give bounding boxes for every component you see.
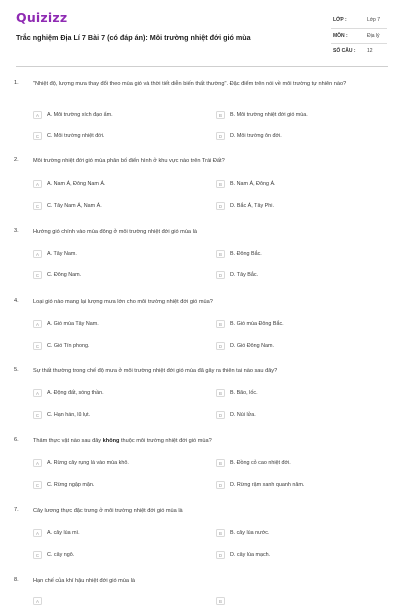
page-header [0,0,400,62]
option-text: C. Hạn hán, lũ lụt. [47,412,91,418]
option-letter-badge: A [33,320,42,329]
meta-row-class [331,13,387,29]
option-text: D. Núi lửa. [230,412,256,418]
option-c[interactable] [33,341,89,351]
option-text: C. Gió Tín phong. [47,343,90,349]
option-letter-badge: C [33,342,42,351]
option-letter-badge: A [33,180,42,189]
worksheet-title: Trắc nghiệm Địa Lí 7 Bài 7 (có đáp án): Môi trường nhiệt đới gió mùa [16,33,251,42]
option-b[interactable] [216,528,270,538]
option-text: A. Nam Á, Đông Nam Á. [47,181,106,187]
meta-value: Địa lý [367,32,380,39]
option-text: D. Môi trường ôn đới. [230,133,282,139]
option-d[interactable] [216,131,282,141]
option-letter-badge: D [216,342,225,351]
meta-row-subject [331,29,387,45]
question-text-part: Thảm thực vật nào sau đây [33,438,103,444]
option-a[interactable] [33,179,105,189]
option-text: B. Gió mùa Đông Bắc. [230,321,284,327]
option-letter-badge: C [33,202,42,211]
option-text: B. Đông Bắc. [230,251,262,257]
option-d[interactable] [216,480,304,490]
question-number: 1. [14,80,19,86]
meta-value: 12 [367,48,373,54]
meta-label: LỚP : [333,17,347,23]
question-text: "Nhiệt độ, lượng mưa thay đổi theo mùa gió và thời tiết diễn biến thất thường". Đặc điểm trên nói về môi trường tự nhiên nào? [33,81,347,87]
option-d[interactable] [216,550,270,560]
option-letter-badge: C [33,411,42,420]
question-text: Sự thất thường trong chế độ mưa ở môi trường nhiệt đới gió mùa đã gây ra thiên tai nào sau đây? [33,368,278,374]
question-text: Loại gió nào mang lại lượng mưa lớn cho môi trường nhiệt đới gió mùa? [33,299,213,305]
option-letter-badge: B [216,320,225,329]
question-text-part: thuộc môi trường nhiệt đới gió mùa? [119,438,212,444]
option-c[interactable] [33,131,104,141]
option-d[interactable] [216,410,256,420]
option-text: B. Bão, lốc. [230,390,258,396]
option-text: B. Nam Á, Đông Á. [230,181,276,187]
option-letter-badge: C [33,551,42,560]
option-text: D. Gió Đông Nam. [230,343,275,349]
option-letter-badge: A [33,250,42,259]
option-text: C. Tây Nam Á, Nam Á. [47,203,102,209]
option-text: C. Đông Nam. [47,272,82,278]
question-number: 4. [14,298,19,304]
option-text: C. cây ngô. [47,552,75,558]
option-b[interactable] [216,388,258,398]
option-letter-badge: C [33,481,42,490]
quizizz-logo: Quizizz [16,10,68,25]
option-b[interactable] [216,319,284,329]
option-text: A. Động đất, sóng thần. [47,390,104,396]
meta-label: SỐ CÂU : [333,48,356,54]
option-letter-badge: D [216,271,225,280]
meta-value: Lớp 7 [367,17,381,23]
option-text: B. cây lúa nước. [230,530,270,536]
question-number: 8. [14,577,19,583]
option-letter-badge: C [33,132,42,141]
option-letter-badge: B [216,180,225,189]
header-divider [16,66,388,67]
question-text [33,437,389,445]
option-a[interactable] [33,596,47,606]
option-letter-badge: D [216,481,225,490]
option-text: A. Môi trường xích đạo ẩm. [47,112,113,118]
option-letter-badge: B [216,459,225,468]
option-letter-badge: A [33,389,42,398]
option-a[interactable] [33,249,77,259]
question-number: 2. [14,157,19,163]
option-a[interactable] [33,458,129,468]
option-text: A. Tây Nam. [47,251,77,257]
question-text: Hạn chế của khí hậu nhiệt đới gió mùa là [33,578,135,584]
question-number: 6. [14,437,19,443]
option-letter-badge: B [216,597,225,606]
question-number: 5. [14,367,19,373]
option-text: A. Rừng cây rụng lá vào mùa khô. [47,460,129,466]
question-text: Môi trường nhiệt đới gió mùa phân bố điển hình ở khu vực nào trên Trái Đất? [33,158,225,164]
option-d[interactable] [216,341,274,351]
option-b[interactable] [216,249,262,259]
option-c[interactable] [33,270,81,280]
option-text: A. Gió mùa Tây Nam. [47,321,99,327]
option-a[interactable] [33,110,113,120]
meta-row-count [331,44,387,60]
option-text: C. Rừng ngập mặn. [47,482,95,488]
option-letter-badge: A [33,459,42,468]
meta-label: MÔN : [333,32,348,39]
option-text: B. Môi trường nhiệt đới gió mùa. [230,112,308,118]
option-text: A. cây lúa mì. [47,530,80,536]
option-text: D. Bắc Á, Tây Phi. [230,203,274,209]
option-letter-badge: B [216,389,225,398]
worksheet-meta [331,13,387,60]
option-a[interactable] [33,388,104,398]
option-text: B. Đồng cỏ cao nhiệt đới. [230,460,291,466]
option-text: D. cây lúa mạch. [230,552,271,558]
option-letter-badge: D [216,551,225,560]
option-b[interactable] [216,458,291,468]
question-emphasis: không [102,438,120,444]
option-letter-badge: D [216,132,225,141]
option-letter-badge: A [33,111,42,120]
option-b[interactable] [216,110,308,120]
option-letter-badge: B [216,529,225,538]
question-text: Hướng gió chính vào mùa đông ở môi trường nhiệt đới gió mùa là [33,229,197,235]
option-c[interactable] [33,201,102,211]
option-letter-badge: A [33,597,42,606]
option-a[interactable] [33,319,99,329]
option-letter-badge: B [216,250,225,259]
option-letter-badge: D [216,202,225,211]
option-b[interactable] [216,596,230,606]
option-d[interactable] [216,270,258,280]
option-text: C. Môi trường nhiệt đới. [47,133,105,139]
option-a[interactable] [33,528,80,538]
option-text: D. Rừng rậm xanh quanh năm. [230,482,305,488]
question-number: 3. [14,228,19,234]
option-c[interactable] [33,550,74,560]
question-text: Cây lương thực đặc trưng ở môi trường nhiệt đới gió mùa là [33,508,183,514]
option-c[interactable] [33,410,90,420]
option-d[interactable] [216,201,274,211]
option-b[interactable] [216,179,276,189]
option-letter-badge: B [216,111,225,120]
question-number: 7. [14,507,19,513]
option-text: D. Tây Bắc. [230,272,259,278]
option-letter-badge: D [216,411,225,420]
option-letter-badge: A [33,529,42,538]
option-letter-badge: C [33,271,42,280]
option-c[interactable] [33,480,94,490]
